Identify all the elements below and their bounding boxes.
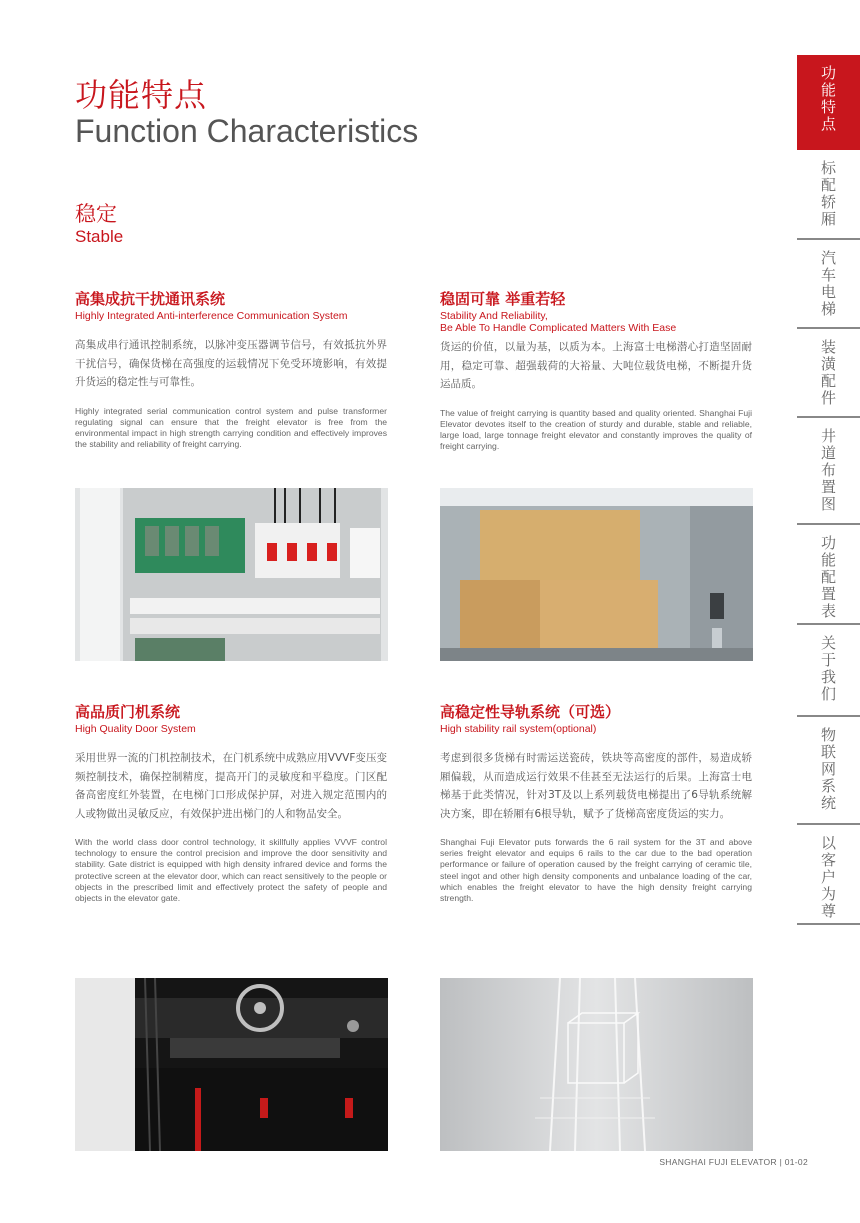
tab-standard-car[interactable] — [797, 150, 860, 240]
feature-title-en: High stability rail system(optional) — [440, 723, 597, 735]
feature-body-en: Highly integrated serial communication control system and pulse transformer regulating signal can ensure that the freight elevator is free from the environmental impact in high strength carrying condition and effectively improves the stability and reliability of freight carrying. — [75, 405, 387, 450]
door-machine-photo — [75, 978, 388, 1151]
feature-title-en-line1: Stability And Reliability, — [440, 310, 548, 322]
tab-function-characteristics[interactable] — [797, 55, 860, 150]
feature-body-en: The value of freight carrying is quantity based and quality oriented. Shanghai Fuji Elevator devotes itself to the creation of sturdy and durable, stable and reliable, large load, large tonnage freight elevator and constantly improves the quality of freight carrying. — [440, 407, 752, 452]
tab-label: 汽车电梯 — [819, 250, 837, 318]
tab-label: 以客户为尊 — [819, 835, 837, 920]
feature-title-en: Highly Integrated Anti-interference Communication System — [75, 310, 348, 322]
section-title-en: Stable — [75, 227, 124, 246]
freight-boxes-photo — [440, 488, 753, 661]
door-machine-illustration — [75, 978, 388, 1151]
feature-title-cn: 高集成抗干扰通讯系统 — [75, 290, 226, 308]
footer-page-numbers: 01-02 — [784, 1157, 808, 1167]
feature-stability-reliability — [440, 290, 752, 452]
feature-body-cn: 高集成串行通讯控制系统，以脉冲变压器调节信号，有效抵抗外界干扰信号，确保货梯在高强度的运载情况下免受环境影响，有效提升货运的稳定性与可靠性。 — [75, 339, 387, 388]
rail-wireframe-image — [440, 978, 753, 1151]
page-title-en: Function Characteristics — [75, 113, 419, 149]
tab-iot-system[interactable] — [797, 717, 860, 825]
page-title-cn: 功能特点 — [75, 76, 208, 114]
feature-communication-system — [75, 290, 387, 450]
tab-decoration-accessories[interactable] — [797, 329, 860, 418]
tab-shaft-layout[interactable] — [797, 418, 860, 525]
tab-label: 关于我们 — [819, 635, 837, 703]
page-footer — [659, 1157, 808, 1167]
tab-label: 装潢配件 — [819, 339, 837, 407]
freight-boxes-illustration — [440, 488, 753, 661]
footer-separator: | — [779, 1157, 785, 1167]
sidebar-nav — [797, 55, 860, 925]
feature-title-cn: 高稳定性导轨系统（可选） — [440, 703, 621, 721]
feature-door-system — [75, 703, 387, 904]
feature-body-cn: 考虑到很多货梯有时需运送瓷砖，铁块等高密度的部件，易造成轿厢偏载，从而造成运行效果不佳甚至无法运行的后果。上海富士电梯基于此类情况，针对3T及以上系列载货电梯提出了6导轨系统解决方案，即在轿厢有6根导轨，赋予了货梯高密度货运的实力。 — [440, 752, 752, 820]
feature-body-cn: 采用世界一流的门机控制技术，在门机系统中成熟应用VVVF变压变频控制技术，确保控制精度，提高开门的灵敏度和平稳度。门区配备高密度红外装置，在电梯门口形成保护屏，对进入规定范围内的人或物做出灵敏反应，有效保护进出梯门的人和物品安全。 — [75, 752, 387, 820]
feature-title-en-line2: Be Able To Handle Complicated Matters With Ease — [440, 322, 677, 334]
feature-rail-system — [440, 703, 752, 904]
feature-title-cn: 高品质门机系统 — [75, 703, 181, 721]
tab-label: 标配轿厢 — [819, 160, 837, 228]
rail-wireframe-illustration — [440, 978, 753, 1151]
feature-title-en: High Quality Door System — [75, 723, 196, 735]
tab-label: 井道布置图 — [819, 428, 837, 513]
tab-label: 功能特点 — [819, 65, 837, 133]
tab-about-us[interactable] — [797, 625, 860, 717]
tab-automobile-elevator[interactable] — [797, 240, 860, 329]
tab-function-configuration[interactable] — [797, 525, 860, 625]
feature-title-cn: 稳固可靠 举重若轻 — [440, 290, 566, 308]
footer-company: SHANGHAI FUJI ELEVATOR — [659, 1157, 777, 1167]
feature-body-en: Shanghai Fuji Elevator puts forwards the 6 rail system for the 3T and above series freight elevator and equips 6 rails to the car due to the bad operation performance or failure of operation caused by the freight carrying of ceramic tile, steel ingot and other high density components and unbalance loading of the car, which enables the freight elevator to have the high density freight carrying strength. — [440, 837, 752, 904]
control-panel-photo — [75, 488, 388, 661]
tab-label: 功能配置表 — [819, 535, 837, 620]
feature-body-cn: 货运的价值，以量为基，以质为本。上海富士电梯潜心打造坚固耐用，稳定可靠、超强载荷的大裕量、大吨位载货电梯，不断提升货运品质。 — [440, 341, 752, 390]
section-title-cn: 稳定 — [75, 202, 117, 226]
tab-label: 物联网系统 — [819, 727, 837, 812]
control-panel-illustration — [75, 488, 388, 661]
tab-customer-first[interactable] — [797, 825, 860, 925]
feature-body-en: With the world class door control technology, it skillfully applies VVVF control technology to ensure the control precision and improve the door sensitivity and stability. Gate district is equipped with high density infrared device and forms the protective screen at the elevator door, which can react sensitively to the people or objects in the prescribed limit and effectively protect the safety of people and objects in the elevator gate. — [75, 837, 387, 904]
